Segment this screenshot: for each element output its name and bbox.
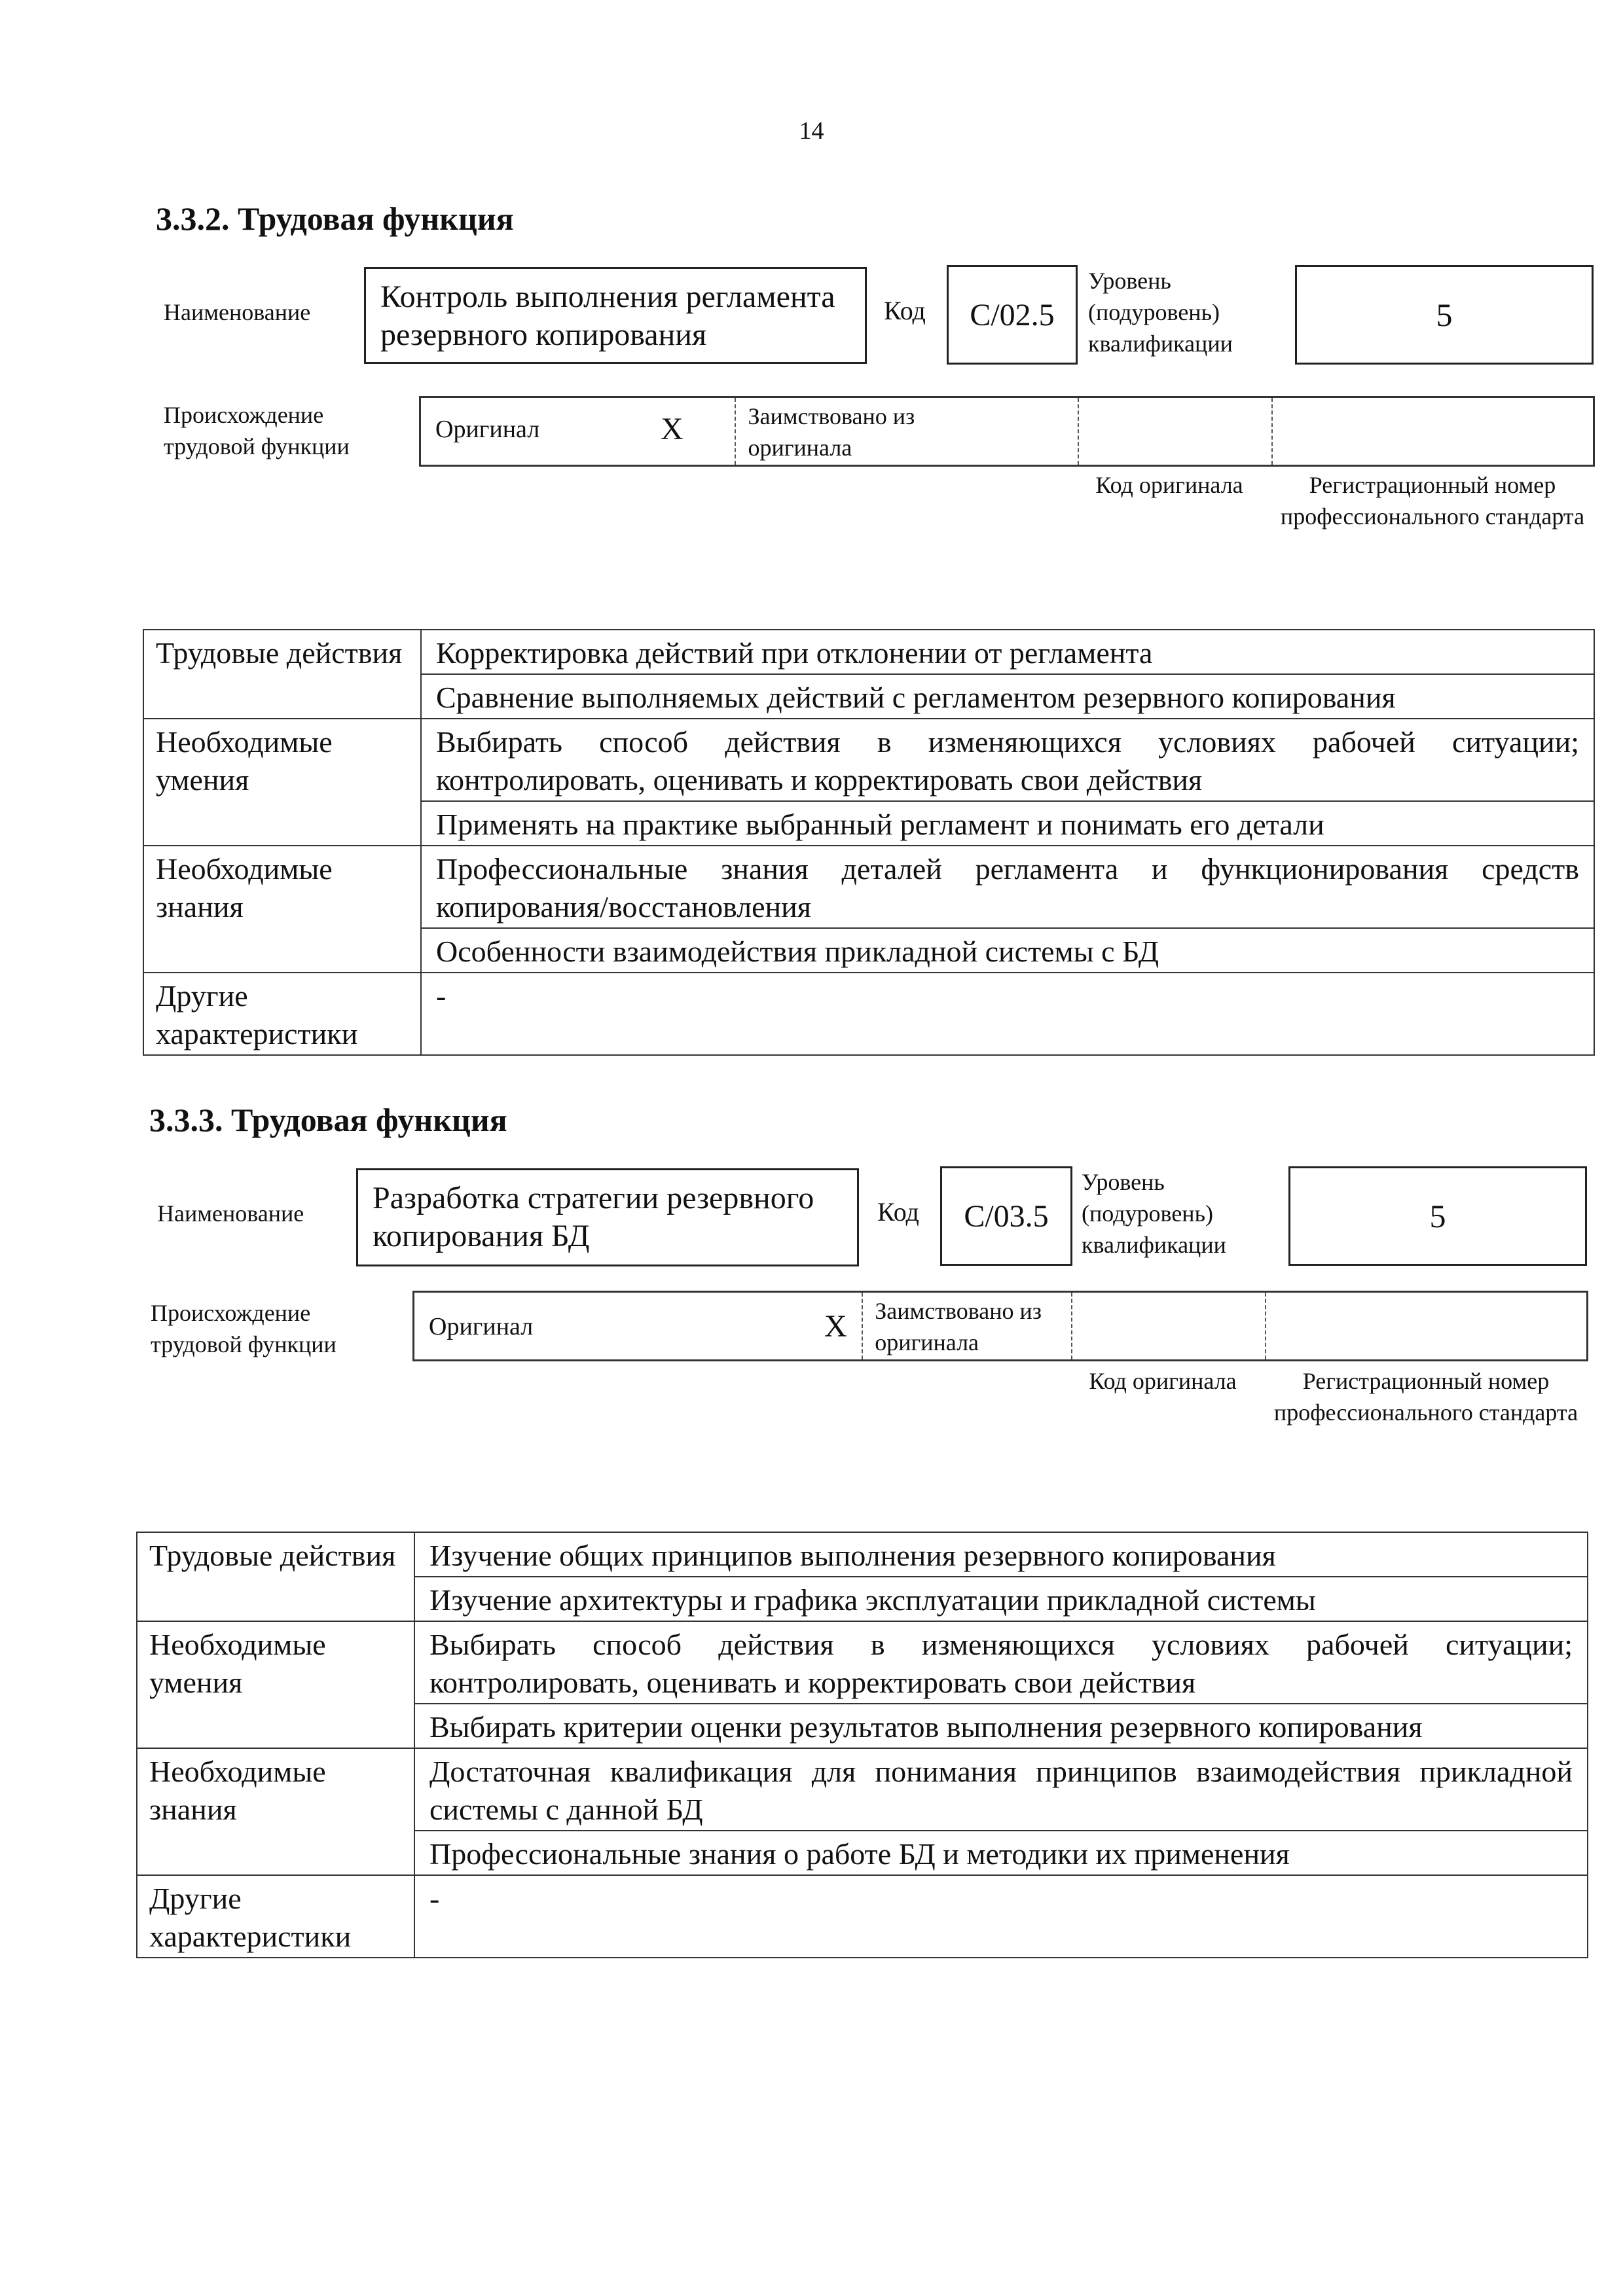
table-row <box>137 1748 1588 1831</box>
category-cell: Необходимые знания <box>143 846 421 973</box>
function-name-box: Контроль выполнения регламента резервного копирования <box>364 267 867 364</box>
borrowed-cell <box>736 398 1078 465</box>
code-label: Код <box>884 296 926 325</box>
reg-number-caption: Регистрационный номер профессионального стандарта <box>1273 1368 1578 1426</box>
code-original-caption: Код оригинала <box>1095 472 1243 498</box>
table-row <box>143 719 1594 801</box>
item-cell: Применять на практике выбранный регламент и понимать его детали <box>421 801 1594 846</box>
name-label: Наименование <box>157 1200 304 1227</box>
category-cell: Трудовые действия <box>137 1532 414 1621</box>
level-value-box: 5 <box>1288 1166 1587 1266</box>
category-cell: Необходимые знания <box>137 1748 414 1875</box>
reg-number-caption: Регистрационный номер профессионального стандарта <box>1280 472 1585 529</box>
table-row <box>143 973 1594 1055</box>
function-table <box>136 1532 1588 1958</box>
function-table <box>143 629 1595 1056</box>
origin-label: Происхождение трудовой функции <box>151 1300 337 1357</box>
origin-row <box>412 1291 1588 1361</box>
item-cell: Корректировка действий при отклонении от регламента <box>421 630 1594 674</box>
code-label: Код <box>877 1197 919 1227</box>
level-label: Уровень (подуровень) квалификации <box>1082 1169 1226 1258</box>
item-cell: Изучение общих принципов выполнения резервного копирования <box>414 1532 1588 1577</box>
borrowed-label: Заимствовано из оригинала <box>748 403 915 461</box>
reg-number-cell <box>1266 1293 1586 1359</box>
item-cell: Профессиональные знания о работе БД и методики их применения <box>414 1831 1588 1875</box>
item-cell: Выбирать критерии оценки результатов выполнения резервного копирования <box>414 1704 1588 1748</box>
function-code-box: C/02.5 <box>947 265 1078 365</box>
item-cell: Достаточная квалификация для понимания принципов взаимодействия прикладной системы с данной БД <box>414 1748 1588 1831</box>
category-cell: Необходимые умения <box>137 1621 414 1748</box>
table-row <box>143 630 1594 674</box>
item-cell: Профессиональные знания деталей регламента и функционирования средств копирования/восстановления <box>421 846 1594 928</box>
table-row <box>137 1875 1588 1958</box>
borrowed-label: Заимствовано из оригинала <box>875 1298 1042 1355</box>
table-row <box>137 1621 1588 1704</box>
section-3-3-3 <box>149 1101 1616 2030</box>
item-cell: Особенности взаимодействия прикладной системы с БД <box>421 928 1594 973</box>
code-original-cell <box>1079 398 1273 465</box>
original-mark: X <box>824 1309 847 1344</box>
category-cell: Другие характеристики <box>143 973 421 1055</box>
category-cell: Необходимые умения <box>143 719 421 846</box>
borrowed-cell <box>863 1293 1072 1359</box>
origin-label: Происхождение трудовой функции <box>164 402 350 459</box>
reg-number-cell <box>1273 398 1593 465</box>
section-title: 3.3.3. Трудовая функция <box>149 1102 507 1138</box>
function-name-box: Разработка стратегии резервного копирования БД <box>356 1168 859 1266</box>
level-value-box: 5 <box>1295 265 1594 365</box>
item-cell: - <box>414 1875 1588 1958</box>
original-label: Оригинал <box>429 1313 534 1340</box>
original-mark: X <box>661 412 684 446</box>
original-cell <box>414 1293 863 1359</box>
item-cell: Сравнение выполняемых действий с регламентом резервного копирования <box>421 674 1594 719</box>
item-cell: Выбирать способ действия в изменяющихся условиях рабочей ситуации; контролировать, оценивать и корректировать свои действия <box>421 719 1594 801</box>
table-row <box>137 1532 1588 1577</box>
category-cell: Другие характеристики <box>137 1875 414 1958</box>
item-cell: - <box>421 973 1594 1055</box>
code-original-cell <box>1072 1293 1266 1359</box>
table-row <box>143 846 1594 928</box>
item-cell: Изучение архитектуры и графика эксплуатации прикладной системы <box>414 1577 1588 1621</box>
item-cell: Выбирать способ действия в изменяющихся условиях рабочей ситуации; контролировать, оценивать и корректировать свои действия <box>414 1621 1588 1704</box>
original-cell <box>421 398 736 465</box>
origin-row <box>419 396 1595 467</box>
level-label: Уровень (подуровень) квалификации <box>1088 268 1233 357</box>
section-3-3-2 <box>156 200 1622 1129</box>
page-number: 14 <box>799 117 824 145</box>
category-cell: Трудовые действия <box>143 630 421 719</box>
name-label: Наименование <box>164 299 311 325</box>
function-code-box: C/03.5 <box>940 1166 1072 1266</box>
section-title: 3.3.2. Трудовая функция <box>156 200 514 237</box>
original-label: Оригинал <box>435 416 540 443</box>
code-original-caption: Код оригинала <box>1089 1368 1237 1394</box>
